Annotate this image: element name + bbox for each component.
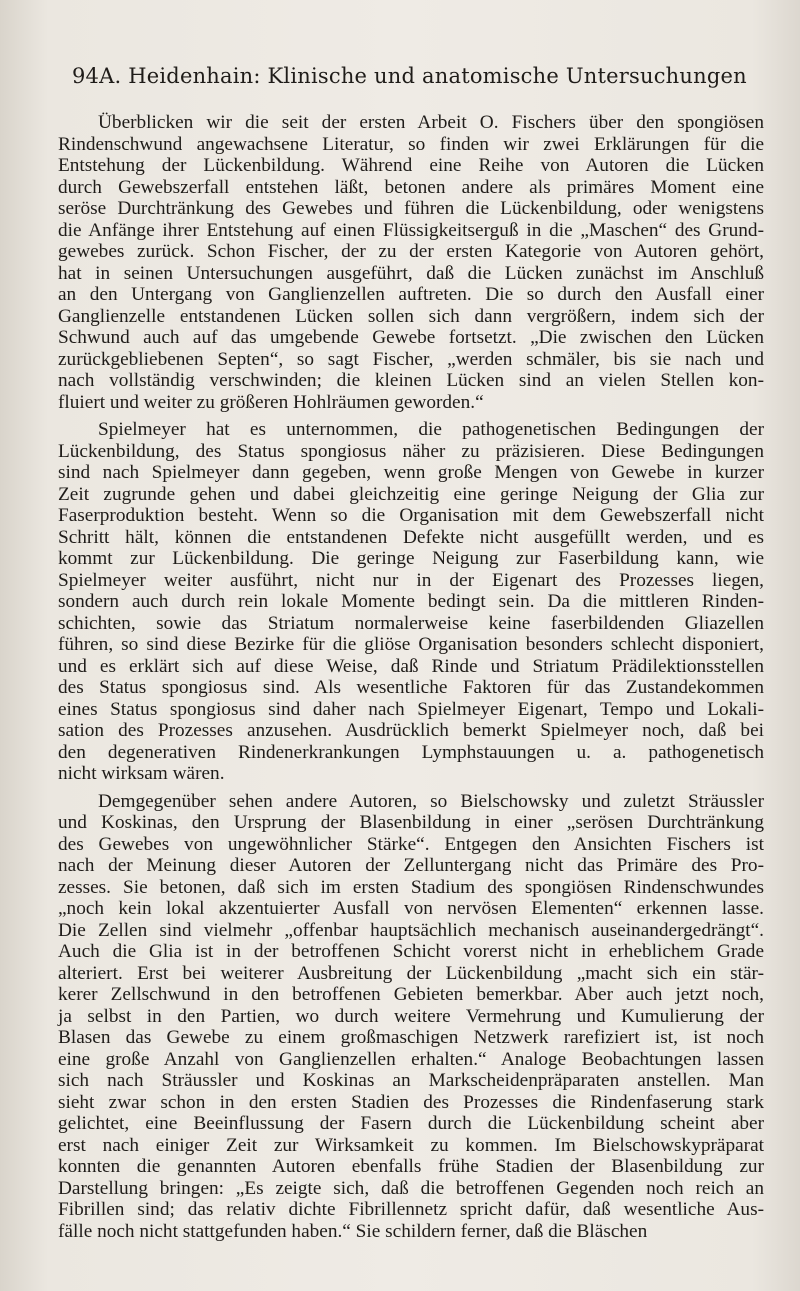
text-line: zurückgebliebenen Septen“, so sagt Fischer, „werden schmäler, bis sie nach und xyxy=(58,348,764,370)
text-line: sondern auch durch rein lokale Momente bedingt sein. Da die mittleren Rinden- xyxy=(58,591,764,612)
text-line: Schwund auch auf das umgebende Gewebe fortsetzt. „Die zwischen den Lücken xyxy=(58,327,764,348)
text-line: eines Status spongiosus sind daher nach Spielmeyer Eigenart, Tempo und Lokali- xyxy=(58,698,764,720)
paragraph xyxy=(58,419,764,785)
paragraph xyxy=(58,112,764,413)
page-header xyxy=(72,64,747,88)
text-line: die Anfänge ihrer Entstehung auf einen Flüssigkeitserguß in die „Maschen“ des Grund- xyxy=(58,219,764,241)
text-line: und es erklärt sich auf diese Weise, daß Rinde und Striatum Prädilektionsstellen xyxy=(58,655,764,677)
text-line: „noch kein lokal akzentuierter Ausfall von nervösen Elementen“ erkennen lasse. xyxy=(58,898,764,919)
text-line: Die Zellen sind vielmehr „offenbar hauptsächlich mechanisch auseinandergedrängt“. xyxy=(58,919,764,941)
text-line: fälle noch nicht stattgefunden haben.“ Sie schildern ferner, daß die Bläschen xyxy=(58,1220,648,1242)
paragraph xyxy=(58,791,764,1243)
text-line: sation des Prozesses anzusehen. Ausdrücklich bemerkt Spielmeyer noch, daß bei xyxy=(58,720,764,741)
text-line: Darstellung bringen: „Es zeigte sich, daß die betroffenen Gegenden noch reich an xyxy=(58,1177,764,1199)
text-line: sich nach Sträussler und Koskinas an Markscheidenpräparaten anstellen. Man xyxy=(58,1070,764,1091)
text-line: Blasen das Gewebe zu einem großmaschigen Netzwerk rarefiziert ist, ist noch xyxy=(58,1027,764,1048)
text-line: und Koskinas, den Ursprung der Blasenbildung in einer „serösen Durchtränkung xyxy=(58,812,764,833)
page-number: 94 xyxy=(72,64,100,88)
text-line: Spielmeyer weiter ausführt, nicht nur in der Eigenart des Prozesses liegen, xyxy=(58,569,764,591)
text-line: nach vollständig verschwinden; die kleinen Lücken sind an vielen Stellen kon- xyxy=(58,370,764,391)
text-line: Zeit zugrunde gehen und dabei gleichzeitig eine geringe Neigung der Glia zur xyxy=(58,483,764,505)
text-line: sieht zwar schon in den ersten Stadien des Prozesses die Rindenfaserung stark xyxy=(58,1091,764,1113)
text-line: kerer Zellschwund in den betroffenen Gebieten bemerkbar. Aber auch jetzt noch, xyxy=(58,984,764,1005)
text-line: hat in seinen Untersuchungen ausgeführt, daß die Lücken zunächst im Anschluß xyxy=(58,262,764,284)
text-line: den degenerativen Rindenerkrankungen Lymphstauungen u. a. pathogenetisch xyxy=(58,741,764,763)
text-line: erst nach einiger Zeit zur Wirksamkeit zu kommen. Im Bielschowskypräparat xyxy=(58,1134,764,1156)
text-line: führen, so sind diese Bezirke für die gliöse Organisation besonders schlecht disponiert, xyxy=(58,634,764,655)
text-line: des Gewebes von ungewöhnlicher Stärke“. Entgegen den Ansichten Fischers ist xyxy=(58,833,764,855)
text-line: Ganglienzelle entstandenen Lücken sollen sich dann vergrößern, indem sich der xyxy=(58,305,764,327)
text-line: sind nach Spielmeyer dann gegeben, wenn große Mengen von Gewebe in kurzer xyxy=(58,462,764,483)
text-line: gewebes zurück. Schon Fischer, der zu der ersten Kategorie von Autoren gehört, xyxy=(58,241,764,262)
text-line: konnten die genannten Autoren ebenfalls frühe Stadien der Blasenbildung zur xyxy=(58,1156,764,1177)
text-line: Rindenschwund angewachsene Literatur, so finden wir zwei Erklärungen für die xyxy=(58,133,764,155)
text-line: Fibrillen sind; das relativ dichte Fibrillennetz spricht dafür, daß wesentliche Aus- xyxy=(58,1199,764,1220)
text-line: nach der Meinung dieser Autoren der Zelluntergang nicht das Primäre des Pro- xyxy=(58,855,764,876)
text-line: Lückenbildung, des Status spongiosus näher zu präzisieren. Diese Bedingungen xyxy=(58,440,764,462)
text-line: ja selbst in den Partien, wo durch weitere Vermehrung und Kumulierung der xyxy=(58,1005,764,1027)
text-line: eine große Anzahl von Ganglienzellen erhalten.“ Analoge Beobachtungen lassen xyxy=(58,1048,764,1070)
text-line: seröse Durchtränkung des Gewebes und führen die Lückenbildung, oder wenigstens xyxy=(58,198,764,219)
text-line: zesses. Sie betonen, daß sich im ersten Stadium des spongiösen Rindenschwundes xyxy=(58,876,764,898)
text-line: durch Gewebszerfall entstehen läßt, betonen andere als primäres Moment eine xyxy=(58,176,764,198)
text-line: nicht wirksam wären. xyxy=(58,763,225,784)
body-text xyxy=(58,112,764,1242)
text-line: kommt zur Lückenbildung. Die geringe Neigung zur Faserbildung kann, wie xyxy=(58,548,764,569)
text-line: Entstehung der Lückenbildung. Während eine Reihe von Autoren die Lücken xyxy=(58,155,764,176)
text-line: Faserproduktion besteht. Wenn so die Organisation mit dem Gewebszerfall nicht xyxy=(58,505,764,526)
text-line: Spielmeyer hat es unternommen, die pathogenetischen Bedingungen der xyxy=(98,419,764,440)
text-line: des Status spongiosus sind. Als wesentliche Faktoren für das Zustandekommen xyxy=(58,677,764,698)
text-line: an den Untergang von Ganglienzellen auftreten. Die so durch den Ausfall einer xyxy=(58,284,764,305)
text-line: gelichtet, eine Beeinflussung der Fasern durch die Lückenbildung scheint aber xyxy=(58,1113,764,1134)
text-line: Auch die Glia ist in der betroffenen Schicht vorerst nicht in erheblichem Grade xyxy=(58,941,764,962)
text-line: alteriert. Erst bei weiterer Ausbreitung der Lückenbildung „macht sich ein stär- xyxy=(58,962,764,984)
text-line: Überblicken wir die seit der ersten Arbeit O. Fischers über den spongiösen xyxy=(98,112,764,133)
text-line: fluiert und weiter zu größeren Hohlräumen geworden.“ xyxy=(58,391,484,413)
text-line: schichten, sowie das Striatum normalerweise keine faserbildenden Gliazellen xyxy=(58,612,764,634)
text-line: Schritt hält, können die entstandenen Defekte nicht ausgefüllt werden, und es xyxy=(58,526,764,548)
text-line: Demgegenüber sehen andere Autoren, so Bielschowsky und zuletzt Sträussler xyxy=(98,790,764,812)
running-title: A. Heidenhain: Klinische und anatomische Untersuchungen xyxy=(99,64,747,88)
